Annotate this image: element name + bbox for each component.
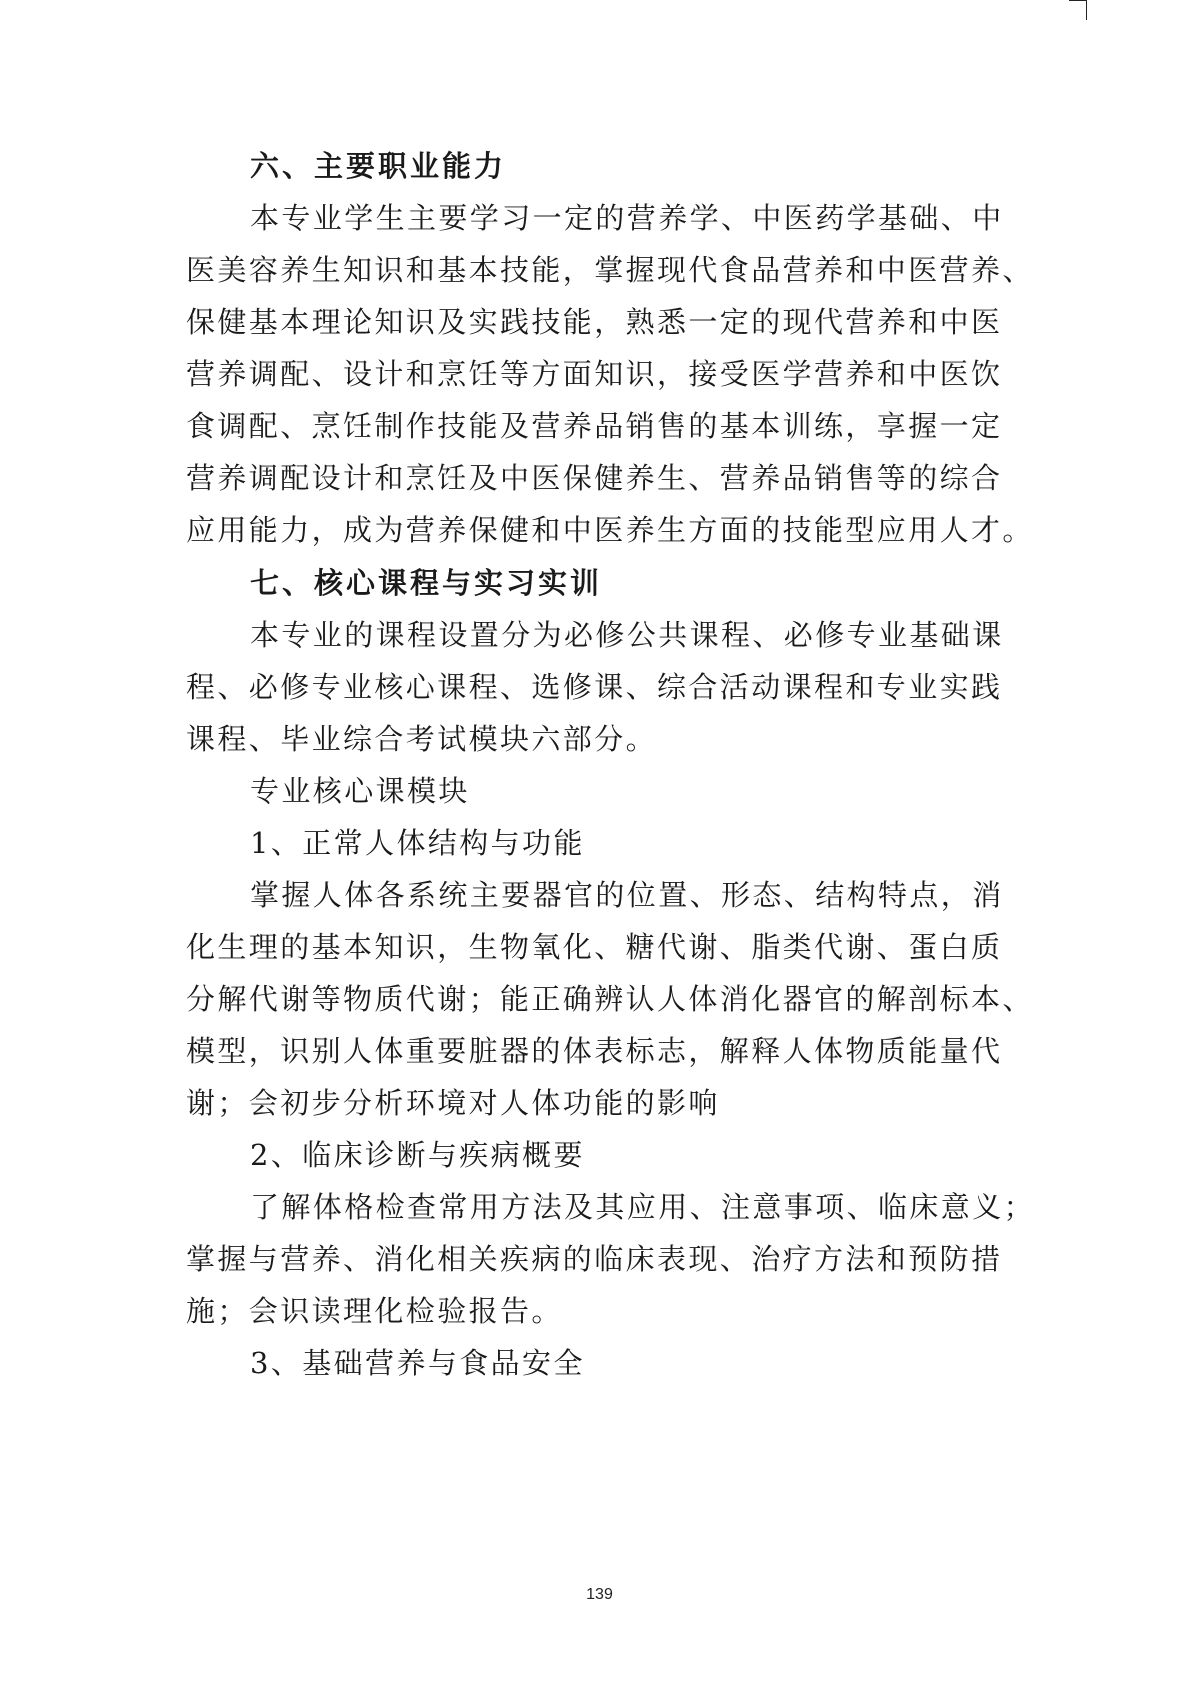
paragraph-line: 保健基本理论知识及实践技能，熟悉一定的现代营养和中医 xyxy=(186,305,1003,339)
module-title: 专业核心课模块 xyxy=(250,774,470,808)
course-line: 谢；会初步分析环境对人体功能的影响 xyxy=(186,1086,720,1120)
course-title-2: 2、临床诊断与疾病概要 xyxy=(250,1138,585,1172)
course-title-3: 3、基础营养与食品安全 xyxy=(250,1346,585,1380)
paragraph-line: 营养调配设计和烹饪及中医保健养生、营养品销售等的综合 xyxy=(186,461,1003,495)
page-number: 139 xyxy=(586,1586,613,1603)
course-line: 掌握与营养、消化相关疾病的临床表现、治疗方法和预防措 xyxy=(186,1242,1003,1276)
paragraph-line: 本专业学生主要学习一定的营养学、中医药学基础、中 xyxy=(250,201,1004,235)
course-title-1: 1、正常人体结构与功能 xyxy=(250,826,585,860)
course-line: 掌握人体各系统主要器官的位置、形态、结构特点，消 xyxy=(250,878,1004,912)
course-line: 了解体格检查常用方法及其应用、注意事项、临床意义； xyxy=(250,1190,1036,1224)
course-line: 模型，识别人体重要脏器的体表标志，解释人体物质能量代 xyxy=(186,1034,1003,1068)
course-line: 分解代谢等物质代谢；能正确辨认人体消化器官的解剖标本、 xyxy=(186,982,1034,1016)
paragraph-line: 营养调配、设计和烹饪等方面知识，接受医学营养和中医饮 xyxy=(186,357,1003,391)
paragraph-line: 医美容养生知识和基本技能，掌握现代食品营养和中医营养、 xyxy=(186,253,1034,287)
paragraph-line: 本专业的课程设置分为必修公共课程、必修专业基础课 xyxy=(250,618,1004,652)
paragraph-line: 应用能力，成为营养保健和中医养生方面的技能型应用人才。 xyxy=(186,513,1034,547)
course-line: 施；会识读理化检验报告。 xyxy=(186,1294,563,1328)
section-heading-6: 六、主要职业能力 xyxy=(250,149,507,183)
paragraph-line: 程、必修专业核心课程、选修课、综合活动课程和专业实践 xyxy=(186,670,1003,704)
crop-corner-mark xyxy=(1069,0,1087,20)
course-line: 化生理的基本知识，生物氧化、糖代谢、脂类代谢、蛋白质 xyxy=(186,930,1003,964)
section-heading-7: 七、核心课程与实习实训 xyxy=(250,566,603,600)
paragraph-line: 食调配、烹饪制作技能及营养品销售的基本训练，享握一定 xyxy=(186,409,1003,443)
paragraph-line: 课程、毕业综合考试模块六部分。 xyxy=(186,722,658,756)
